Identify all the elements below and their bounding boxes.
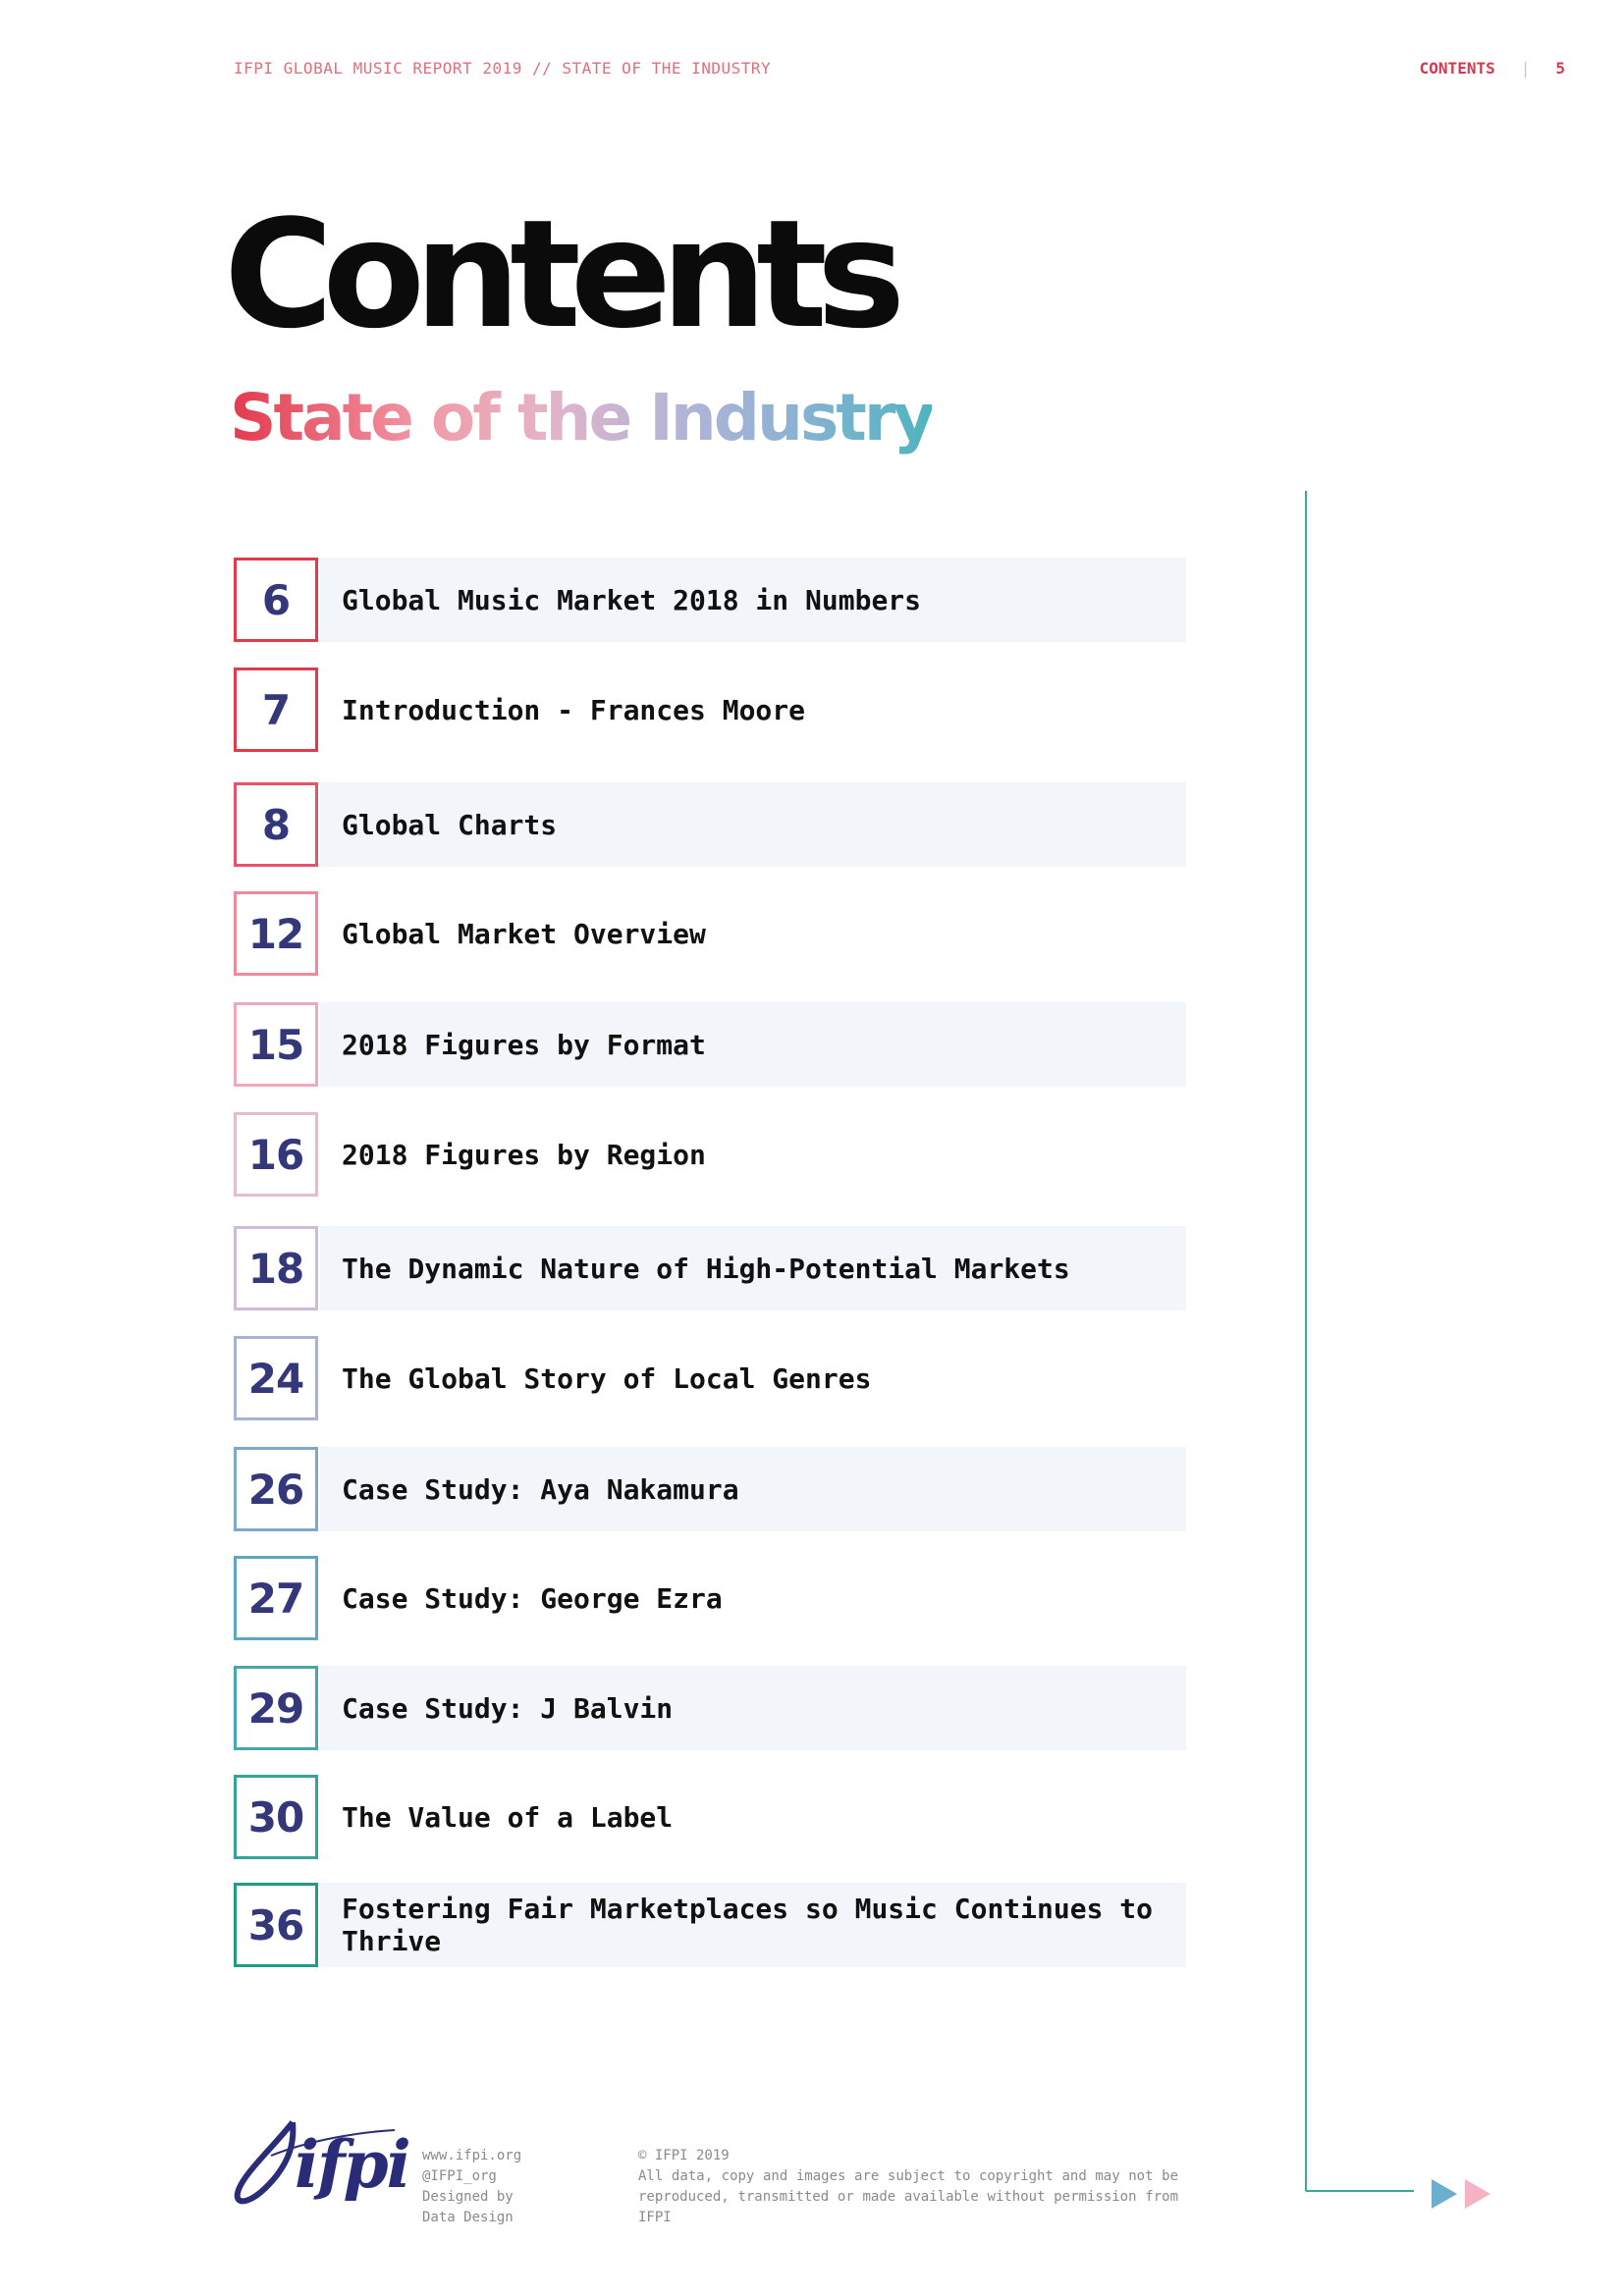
toc-entry[interactable] bbox=[234, 1112, 1186, 1197]
toc-entry[interactable] bbox=[234, 891, 1186, 976]
toc-entry[interactable] bbox=[234, 1336, 1186, 1420]
toc-entry[interactable] bbox=[234, 1666, 1186, 1750]
toc-entry-title[interactable]: Introduction - Frances Moore bbox=[342, 693, 806, 726]
toc-page-number: 18 bbox=[234, 1226, 318, 1310]
footer-twitter-link[interactable]: @IFPI_org bbox=[422, 2168, 497, 2184]
toc-entry[interactable] bbox=[234, 1883, 1186, 1967]
toc-entry-title[interactable]: Case Study: Aya Nakamura bbox=[342, 1472, 739, 1506]
toc-page-number: 24 bbox=[234, 1336, 318, 1420]
toc-entry[interactable] bbox=[234, 1556, 1186, 1640]
toc-page-number: 27 bbox=[234, 1556, 318, 1640]
toc-entry[interactable] bbox=[234, 667, 1186, 752]
toc-page-number: 8 bbox=[234, 782, 318, 867]
toc-entry[interactable] bbox=[234, 1002, 1186, 1087]
toc-page-number: 36 bbox=[234, 1883, 318, 1967]
toc-page-number: 29 bbox=[234, 1666, 318, 1750]
footer-copyright: © IFPI 2019 bbox=[638, 2148, 730, 2163]
page-title: Contents bbox=[224, 187, 895, 361]
page-number: 5 bbox=[1555, 59, 1565, 78]
header-separator: | bbox=[1520, 59, 1531, 78]
footer-website-link[interactable]: www.ifpi.org bbox=[422, 2148, 522, 2163]
next-page-arrows[interactable] bbox=[1432, 2177, 1510, 2211]
page-subtitle: State of the Industry bbox=[230, 380, 933, 455]
ifpi-logo bbox=[232, 2110, 409, 2218]
toc-entry-title[interactable]: Case Study: George Ezra bbox=[342, 1581, 723, 1615]
toc-page-number: 12 bbox=[234, 891, 318, 976]
section-label: CONTENTS bbox=[1419, 59, 1495, 78]
toc-page-number: 30 bbox=[234, 1775, 318, 1859]
toc-entry-title[interactable]: Fostering Fair Marketplaces so Music Continues to Thrive bbox=[342, 1893, 1154, 1957]
toc-entry[interactable] bbox=[234, 558, 1186, 642]
footer-designer: Designed by Data Design bbox=[422, 2189, 514, 2225]
arrow-pink-icon bbox=[1465, 2179, 1490, 2209]
toc-entry[interactable] bbox=[234, 782, 1186, 867]
toc-entry-title[interactable]: Global Music Market 2018 in Numbers bbox=[342, 583, 922, 616]
toc-entry-title[interactable]: Case Study: J Balvin bbox=[342, 1691, 674, 1725]
toc-entry-title[interactable]: Global Charts bbox=[342, 808, 558, 841]
toc-page-number: 16 bbox=[234, 1112, 318, 1197]
toc-entry[interactable] bbox=[234, 1226, 1186, 1310]
toc-entry[interactable] bbox=[234, 1447, 1186, 1531]
arrow-blue-icon bbox=[1432, 2179, 1457, 2209]
toc-entry[interactable] bbox=[234, 1775, 1186, 1859]
toc-page-number: 15 bbox=[234, 1002, 318, 1087]
footer-legal-line-1: All data, copy and images are subject to copyright and may not be bbox=[638, 2168, 1178, 2184]
footer-contact bbox=[422, 2146, 521, 2228]
footer-legal bbox=[638, 2146, 1178, 2228]
toc-entry-title[interactable]: The Global Story of Local Genres bbox=[342, 1362, 872, 1395]
logo-wordmark: ifpi bbox=[295, 2126, 409, 2203]
toc-entry-title[interactable]: 2018 Figures by Format bbox=[342, 1028, 706, 1061]
toc-page-number: 26 bbox=[234, 1447, 318, 1531]
toc-page-number: 7 bbox=[234, 667, 318, 752]
toc-entry-title[interactable]: The Dynamic Nature of High-Potential Markets bbox=[342, 1252, 1070, 1285]
footer-legal-line-2: reproduced, transmitted or made available without permission from IFPI bbox=[638, 2189, 1178, 2225]
toc-entry-title[interactable]: Global Market Overview bbox=[342, 917, 706, 950]
toc-entry-title[interactable]: 2018 Figures by Region bbox=[342, 1138, 706, 1171]
toc-entry-title[interactable]: The Value of a Label bbox=[342, 1800, 674, 1834]
running-header: IFPI GLOBAL MUSIC REPORT 2019 // STATE OF THE INDUSTRY bbox=[234, 59, 772, 78]
toc-page-number: 6 bbox=[234, 558, 318, 642]
